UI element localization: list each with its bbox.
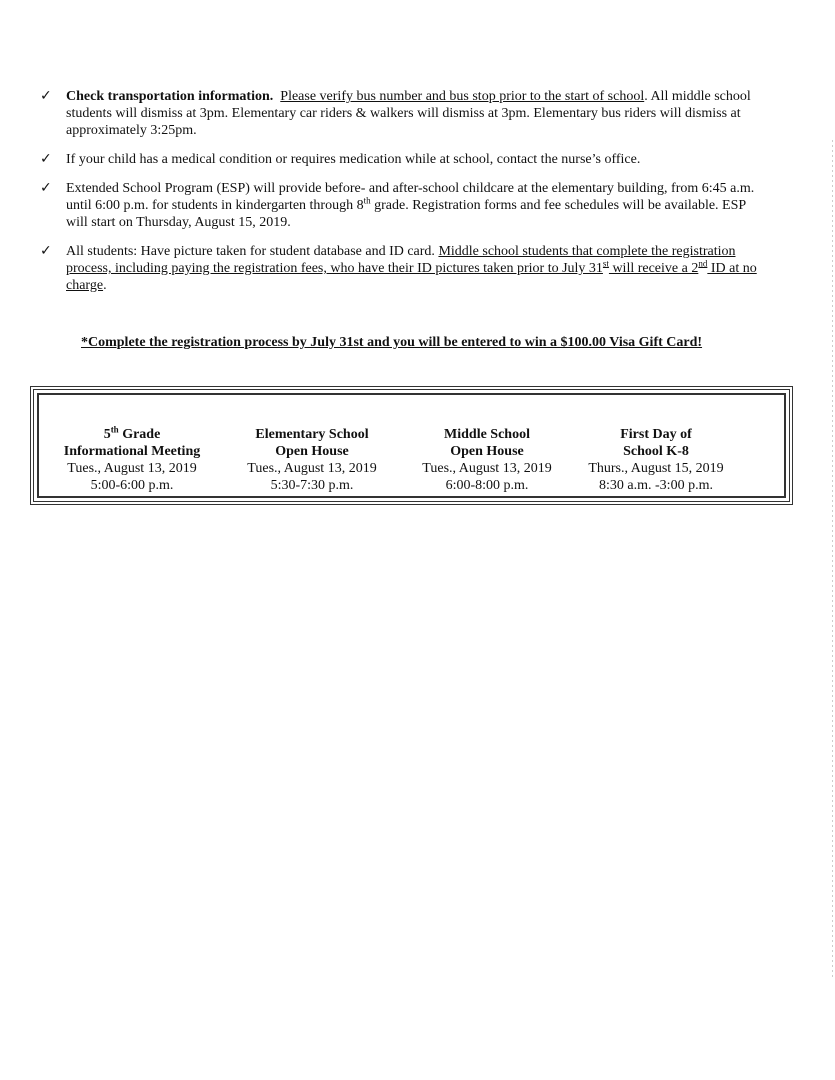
verify-bus-note: Please verify bus number and bus stop prior to the start of school [280, 89, 645, 104]
event-title-line-2: Informational Meeting [63, 444, 201, 459]
ordinal-suffix: st [602, 258, 609, 269]
event-title-line-2: Open House [275, 444, 349, 459]
event-title: Elementary School [255, 427, 369, 442]
checklist-item-transportation [40, 88, 765, 139]
medical-info: If your child has a medical condition or requires medication while at school, contact the nurse’s office. [66, 152, 641, 167]
event-time: 8:30 a.m. -3:00 p.m. [599, 478, 713, 493]
gift-card-contest-note: *Complete the registration process by July 31st and you will be entered to win a $100.00 Visa Gift Card! [81, 335, 703, 350]
event-date: Tues., August 13, 2019 [422, 461, 552, 476]
esp-info-part-a: Extended School Program (ESP) will provide before- and after-school childcare at the elementary building, from 6:45 a.m. until 6:00 p.m. for students in kindergarten through 8 [66, 181, 755, 213]
checklist-item-esp [40, 180, 765, 231]
event-title: Middle School [444, 427, 530, 442]
checklist-item-id-pictures [40, 243, 765, 294]
event-title-line-2: School K-8 [623, 444, 689, 459]
sentence-end: . [103, 278, 107, 293]
ordinal-suffix: nd [698, 258, 708, 269]
checkmark-icon: ✓ [40, 151, 52, 167]
checkmark-icon: ✓ [40, 243, 52, 259]
scan-edge-mark [832, 140, 833, 980]
esp-info-part-b: grade. Registration forms and fee schedules will be available. ESP will start on Thursday, August 15, 2019. [66, 198, 746, 230]
event-middle-school-open-house [402, 426, 572, 494]
event-first-day-of-school [571, 426, 741, 494]
checklist-item-medical [40, 151, 765, 168]
dismissal-info: . All middle school students will dismiss at 3pm. Elementary car riders & walkers will dismiss at 3pm. Elementary bus riders will dismiss at approximately 3:25pm. [66, 89, 751, 138]
event-title: First Day of [620, 427, 692, 442]
event-time: 5:30-7:30 p.m. [270, 478, 354, 493]
event-title-line-2: Open House [450, 444, 524, 459]
event-date: Thurs., August 15, 2019 [588, 461, 724, 476]
event-time: 6:00-8:00 p.m. [445, 478, 529, 493]
checkmark-icon: ✓ [40, 180, 52, 196]
checkmark-icon: ✓ [40, 88, 52, 104]
id-offer-part-b: will receive a 2 [608, 261, 699, 276]
event-title: 5th Grade [103, 424, 161, 442]
checklist [40, 88, 765, 306]
event-date: Tues., August 13, 2019 [67, 461, 197, 476]
event-5th-grade-meeting [47, 426, 217, 494]
id-picture-info: All students: Have picture taken for student database and ID card. [66, 244, 439, 259]
ordinal-suffix: th [363, 195, 371, 206]
id-offer-part-c: ID at no charge [66, 261, 757, 293]
event-date: Tues., August 13, 2019 [247, 461, 377, 476]
id-offer-part-a: Middle school students that complete the registration process, including paying the registration fees, who have their ID pictures taken prior to July 31 [66, 244, 736, 276]
events-box-inner [37, 393, 786, 498]
transportation-heading: Check transportation information. [66, 89, 274, 104]
event-time: 5:00-6:00 p.m. [90, 478, 174, 493]
event-elementary-open-house [227, 426, 397, 494]
events-box [30, 386, 793, 505]
